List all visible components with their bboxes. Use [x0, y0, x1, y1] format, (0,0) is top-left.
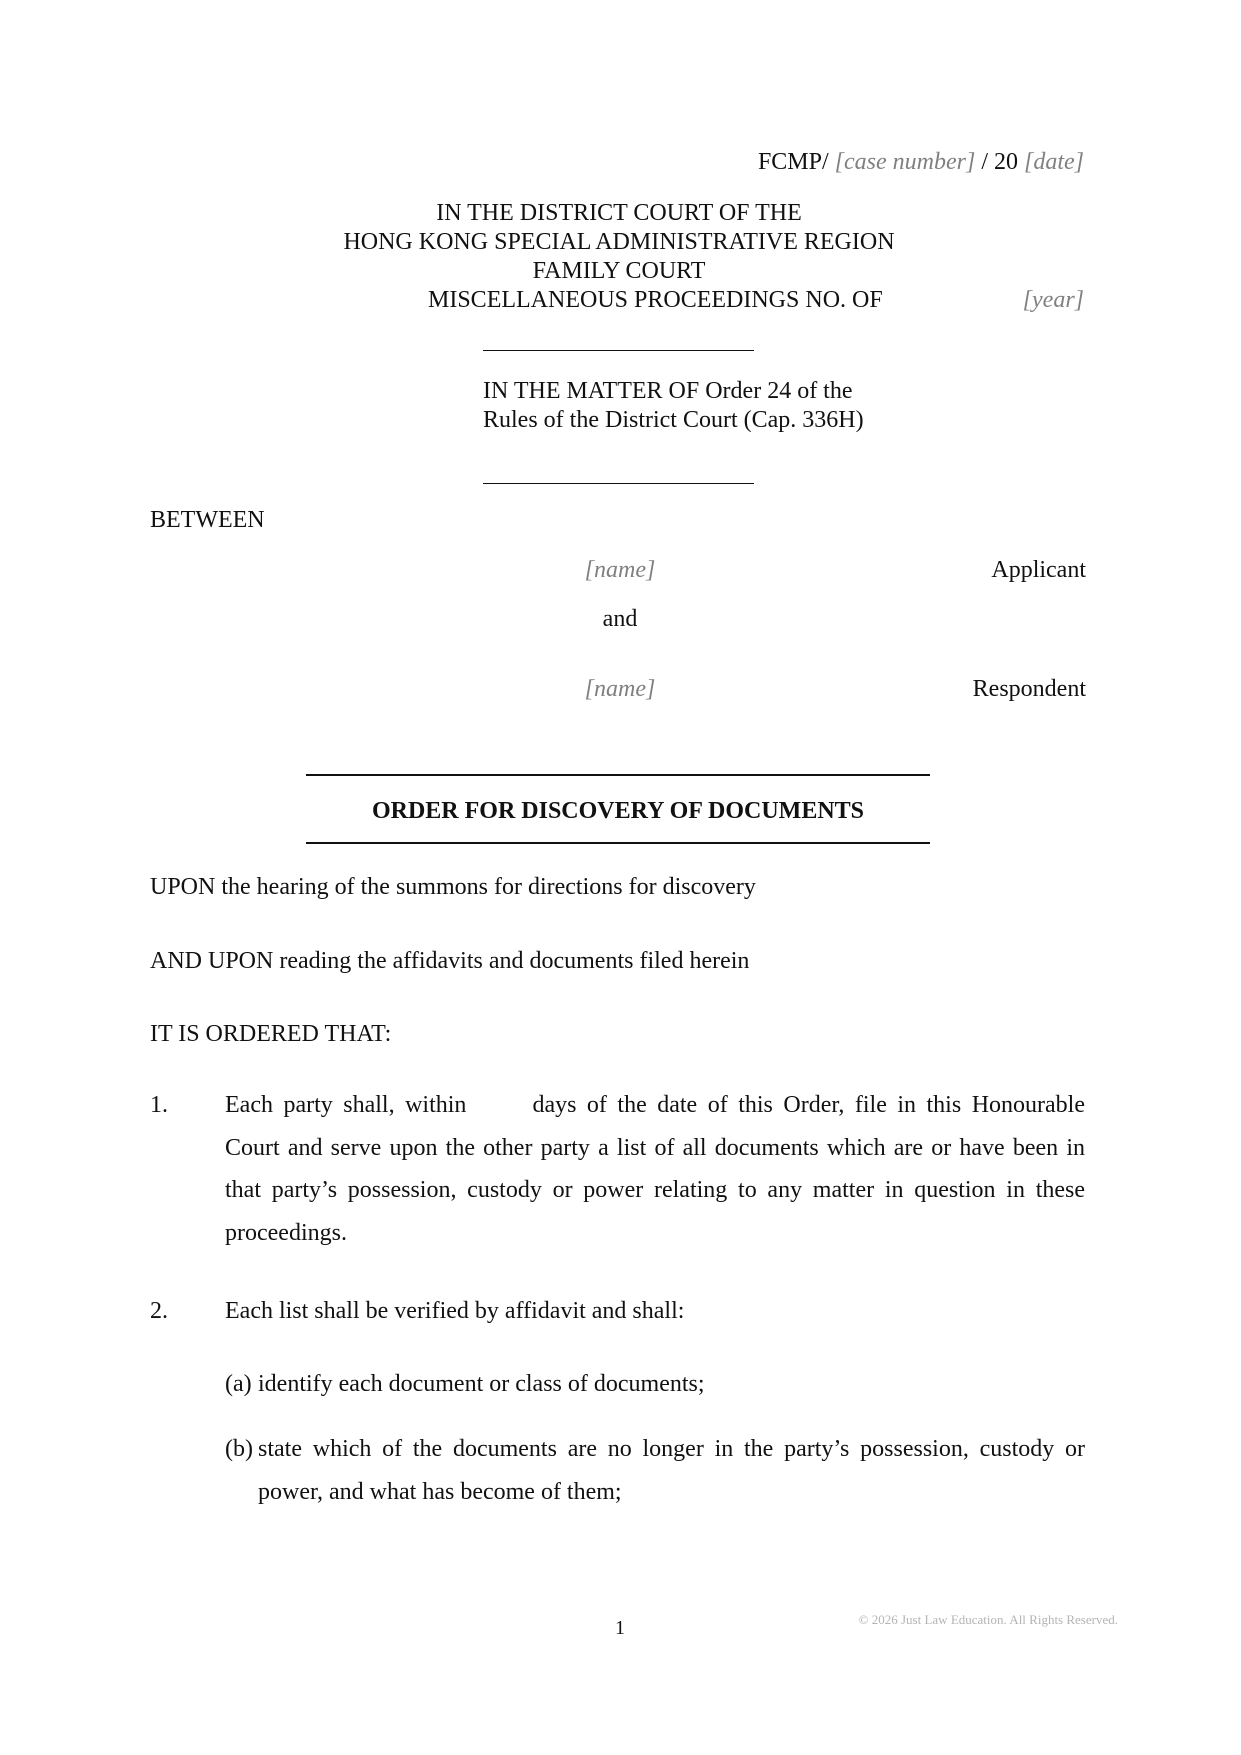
case-prefix: FCMP/: [757, 149, 829, 175]
case-reference: [758, 148, 1084, 176]
order-item-2-text: Each list shall be verified by affidavit and shall:: [225, 1298, 685, 1324]
title-bottom-rule: [306, 842, 930, 844]
order-item-2-number: 2.: [150, 1298, 168, 1324]
and-label: and: [602, 606, 638, 632]
title-top-rule: [306, 774, 930, 776]
case-date-placeholder: [date]: [1024, 149, 1084, 175]
sub-item-b-text: state which of the documents are no longer in the party’s possession, custody or power, and what has become of them;: [258, 1436, 1085, 1505]
order-item-1-number: 1.: [150, 1092, 168, 1118]
order-item-1-text-b: days of the date of this Order, file in this Honourable Court and serve upon the other party a list of all documents which are or have been in that party’s possession, custody or power relating to any matter in question in these proceedings.: [225, 1092, 1085, 1246]
case-year-separator: / 20: [981, 149, 1018, 175]
court-line-3: FAMILY COURT: [532, 258, 706, 284]
matter-line-1: IN THE MATTER OF Order 24 of the: [483, 378, 853, 404]
order-item-1-text: [225, 1084, 1085, 1254]
applicant-role: Applicant: [991, 557, 1086, 583]
respondent-name-placeholder: [name]: [584, 676, 656, 702]
sub-item-a-text: identify each document or class of documents;: [258, 1371, 705, 1397]
applicant-name-placeholder: [name]: [584, 557, 656, 583]
case-number-placeholder: [case number]: [834, 149, 976, 175]
between-label: BETWEEN: [150, 507, 265, 533]
court-line-4: MISCELLANEOUS PROCEEDINGS NO. OF: [428, 287, 883, 313]
sub-item-b-label: (b): [225, 1436, 253, 1462]
court-line-2: HONG KONG SPECIAL ADMINISTRATIVE REGION: [343, 229, 895, 255]
document-title: ORDER FOR DISCOVERY OF DOCUMENTS: [371, 798, 865, 824]
recital-and-upon: AND UPON reading the affidavits and documents filed herein: [150, 948, 750, 974]
court-line-1: IN THE DISTRICT COURT OF THE: [436, 200, 802, 226]
order-item-1-text-a: Each party shall, within: [225, 1092, 467, 1118]
matter-bottom-rule: [483, 483, 754, 484]
copyright-notice: © 2026 Just Law Education. All Rights Reserved.: [858, 1612, 1118, 1627]
court-year-placeholder: [year]: [1022, 287, 1084, 313]
recital-ordered: IT IS ORDERED THAT:: [150, 1021, 392, 1047]
matter-top-rule: [483, 350, 754, 351]
sub-item-a-label: (a): [225, 1371, 252, 1397]
respondent-role: Respondent: [972, 676, 1086, 702]
recital-upon: UPON the hearing of the summons for directions for discovery: [150, 874, 756, 900]
matter-line-2: Rules of the District Court (Cap. 336H): [483, 407, 864, 433]
page-number: 1: [615, 1617, 625, 1639]
